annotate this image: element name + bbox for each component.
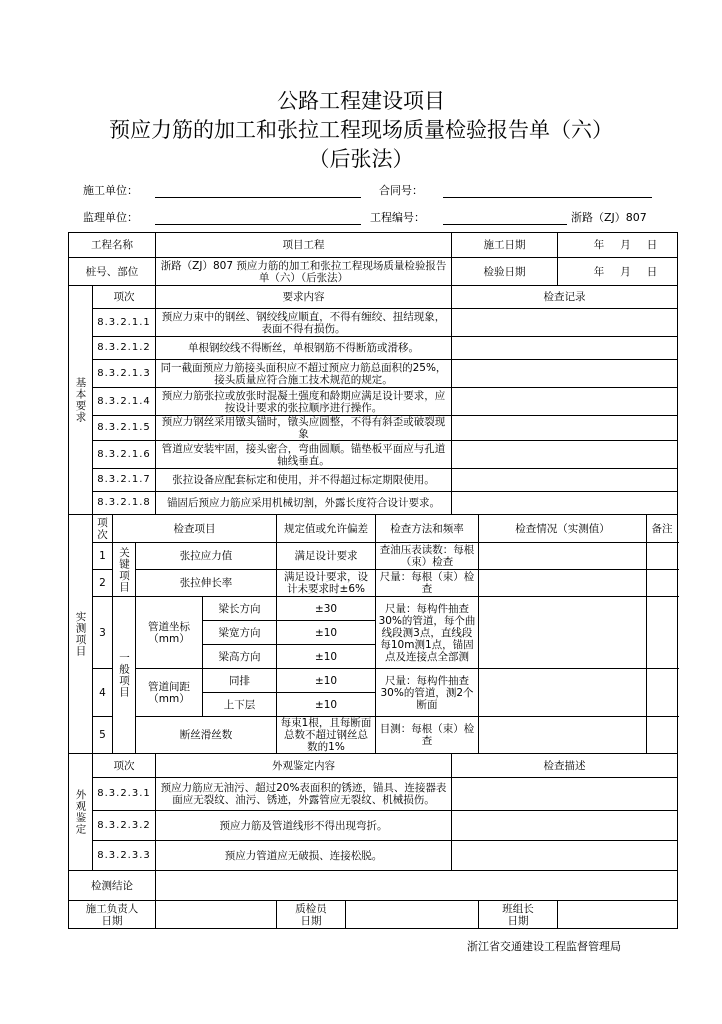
basic-col-item: 项次 <box>93 286 156 309</box>
measured-row-result[interactable] <box>479 717 647 754</box>
appearance-col-content: 外观鉴定内容 <box>156 754 452 778</box>
appearance-row-code: 8.3.2.3.1 <box>93 778 156 811</box>
measured-row-result[interactable] <box>479 669 647 717</box>
measured-row-no: 2 <box>93 570 113 597</box>
basic-section-label: 基本要求 <box>69 286 93 515</box>
basic-row-text: 管道应安装牢固，接头密合，弯曲圆顺。锚垫板平面应与孔道轴线垂直。 <box>156 441 452 469</box>
measured-sub-spec: ±10 <box>277 693 376 717</box>
project-no-field[interactable] <box>443 224 567 225</box>
basic-row-text: 预应力筋张拉或放张时混凝土强度和龄期应满足设计要求，应按设计要求的张拉顺序进行操作。 <box>156 388 452 416</box>
inspection-date-value[interactable]: 年 月 日 <box>558 258 678 286</box>
construction-lead-sign[interactable] <box>156 901 277 929</box>
measured-row-result[interactable] <box>479 597 647 669</box>
measured-col-method: 检查方法和频率 <box>376 515 479 543</box>
report-subtitle: （后张法） <box>308 147 414 171</box>
basic-col-content: 要求内容 <box>156 286 452 309</box>
appearance-row-text: 预应力筋应无油污、超过20%表面积的锈迹，锚具、连接器表面应无裂纹、油污、锈迹，外露管应无裂纹、机械损伤。 <box>156 778 452 811</box>
measured-row-method: 查油压表读数：每根（束）检查 <box>376 543 479 570</box>
construction-unit-field[interactable] <box>155 197 361 198</box>
measured-row-name: 张拉应力值 <box>136 543 277 570</box>
measured-row-note[interactable] <box>647 543 678 570</box>
measured-section-label: 实测项目 <box>69 515 93 754</box>
measured-row-result[interactable] <box>479 570 647 597</box>
appearance-row-code: 8.3.2.3.2 <box>93 811 156 841</box>
measured-col-check: 检查项目 <box>113 515 277 543</box>
basic-row-code: 8.3.2.1.8 <box>93 492 156 515</box>
report-title: 预应力筋的加工和张拉工程现场质量检验报告单（六） <box>109 118 613 142</box>
measured-row-result[interactable] <box>479 543 647 570</box>
basic-row-code: 8.3.2.1.6 <box>93 441 156 469</box>
measured-col-result: 检查情况（实测值） <box>479 515 647 543</box>
basic-row-record[interactable] <box>452 441 678 469</box>
appearance-row-desc[interactable] <box>452 778 678 811</box>
measured-sub-name: 梁高方向 <box>203 645 277 669</box>
measured-sub-spec: ±10 <box>277 645 376 669</box>
measured-col-spec: 规定值或允许偏差 <box>277 515 376 543</box>
inspection-table <box>68 232 678 929</box>
basic-row-text: 预应力钢丝采用镦头锚时，镦头应圆整，不得有斜歪或破裂现象 <box>156 416 452 441</box>
footer-authority: 浙江省交通建设工程监督管理局 <box>467 940 621 953</box>
measured-row-no: 4 <box>93 669 113 717</box>
appearance-row-text: 预应力筋及管道线形不得出现弯折。 <box>156 811 452 841</box>
measured-row-spec: 满足设计要求 <box>277 543 376 570</box>
quality-inspector-label: 质检员 日期 <box>277 901 346 929</box>
measured-row-note[interactable] <box>647 570 678 597</box>
measured-row-group: 管道坐标（mm） <box>136 597 203 669</box>
measured-sub-name: 同排 <box>203 669 277 693</box>
basic-row-record[interactable] <box>452 416 678 441</box>
measured-row-no: 5 <box>93 717 113 754</box>
pile-label: 桩号、部位 <box>69 258 156 286</box>
basic-row-code: 8.3.2.1.2 <box>93 337 156 360</box>
measured-col-note: 备注 <box>647 515 678 543</box>
measured-row-note[interactable] <box>647 597 678 669</box>
basic-row-code: 8.3.2.1.4 <box>93 388 156 416</box>
basic-row-text: 锚固后预应力筋应采用机械切割，外露长度符合设计要求。 <box>156 492 452 515</box>
construction-lead-label: 施工负责人 日期 <box>69 901 156 929</box>
appearance-row-desc[interactable] <box>452 841 678 871</box>
measured-row-spec: 每束1根，且每断面总数不超过钢丝总数的1% <box>277 717 376 754</box>
quality-inspector-sign[interactable] <box>346 901 479 929</box>
measured-row-method: 尺量：每构件抽查30%的管道，测2个断面 <box>376 669 479 717</box>
team-leader-label: 班组长 日期 <box>479 901 558 929</box>
form-code: 浙路（ZJ）807 <box>571 211 647 224</box>
measured-row-note[interactable] <box>647 669 678 717</box>
appearance-row-code: 8.3.2.3.3 <box>93 841 156 871</box>
basic-row-record[interactable] <box>452 388 678 416</box>
measured-row-method: 尺量：每根（束）检查 <box>376 570 479 597</box>
basic-row-code: 8.3.2.1.3 <box>93 360 156 388</box>
basic-row-text: 单根钢绞线不得断丝，单根钢筋不得断筋或滑移。 <box>156 337 452 360</box>
contract-no-field[interactable] <box>443 197 652 198</box>
appearance-row-text: 预应力管道应无破损、连接松脱。 <box>156 841 452 871</box>
basic-row-record[interactable] <box>452 337 678 360</box>
basic-row-record[interactable] <box>452 492 678 515</box>
construction-date-value[interactable]: 年 月 日 <box>558 233 678 258</box>
appearance-col-item: 项次 <box>93 754 156 778</box>
basic-row-code: 8.3.2.1.1 <box>93 309 156 337</box>
page-title: 公路工程建设项目 <box>277 89 445 113</box>
basic-row-text: 预应力束中的钢丝、钢绞线应顺直，不得有缠绞、扭结现象，表面不得有损伤。 <box>156 309 452 337</box>
measured-row-method: 目测：每根（束）检查 <box>376 717 479 754</box>
inspection-date-label: 检验日期 <box>452 258 558 286</box>
basic-col-record: 检查记录 <box>452 286 678 309</box>
measured-row-no: 1 <box>93 543 113 570</box>
basic-row-text: 同一截面预应力筋接头面积应不超过预应力筋总面积的25%，接头质量应符合施工技术规范的规定。 <box>156 360 452 388</box>
measured-row-spec: 满足设计要求，设计未要求时±6% <box>277 570 376 597</box>
measured-sub-spec: ±10 <box>277 669 376 693</box>
supervision-unit-field[interactable] <box>155 224 361 225</box>
project-no-label: 工程编号： <box>370 211 425 224</box>
basic-row-text: 张拉设备应配套标定和使用，并不得超过标定期限使用。 <box>156 469 452 492</box>
project-name-label: 工程名称 <box>69 233 156 258</box>
measured-sub-name: 上下层 <box>203 693 277 717</box>
appearance-col-desc: 检查描述 <box>452 754 678 778</box>
construction-date-label: 施工日期 <box>452 233 558 258</box>
measured-row-group: 管道间距（mm） <box>136 669 203 717</box>
measured-sub-spec: ±10 <box>277 621 376 645</box>
construction-unit-label: 施工单位： <box>83 184 138 197</box>
general-items-label: 一般项目 <box>113 597 136 754</box>
contract-no-label: 合同号： <box>379 184 423 197</box>
basic-row-record[interactable] <box>452 360 678 388</box>
pile-value[interactable]: 浙路（ZJ）807 预应力筋的加工和张拉工程现场质量检验报告单（六）（后张法） <box>156 258 452 286</box>
conclusion-value[interactable] <box>156 871 678 901</box>
team-leader-sign[interactable] <box>558 901 678 929</box>
basic-row-record[interactable] <box>452 469 678 492</box>
project-name-value[interactable]: 项目工程 <box>156 233 452 258</box>
measured-sub-spec: ±30 <box>277 597 376 621</box>
measured-sub-name: 梁宽方向 <box>203 621 277 645</box>
measured-row-name: 断丝滑丝数 <box>136 717 277 754</box>
measured-row-no: 3 <box>93 597 113 669</box>
basic-row-code: 8.3.2.1.5 <box>93 416 156 441</box>
basic-row-record[interactable] <box>452 309 678 337</box>
measured-col-item: 项次 <box>93 515 113 543</box>
conclusion-label: 检测结论 <box>69 871 156 901</box>
measured-row-note[interactable] <box>647 717 678 754</box>
basic-row-code: 8.3.2.1.7 <box>93 469 156 492</box>
measured-sub-name: 梁长方向 <box>203 597 277 621</box>
key-items-label: 关键项目 <box>113 543 136 597</box>
measured-row-method: 尺量：每构件抽查30%的管道，每个曲线段测3点，直线段每10m测1点，锚固点及连接点全部测 <box>376 597 479 669</box>
appearance-section-label: 外观鉴定 <box>69 754 93 871</box>
appearance-row-desc[interactable] <box>452 811 678 841</box>
supervision-unit-label: 监理单位： <box>83 211 138 224</box>
measured-row-name: 张拉伸长率 <box>136 570 277 597</box>
